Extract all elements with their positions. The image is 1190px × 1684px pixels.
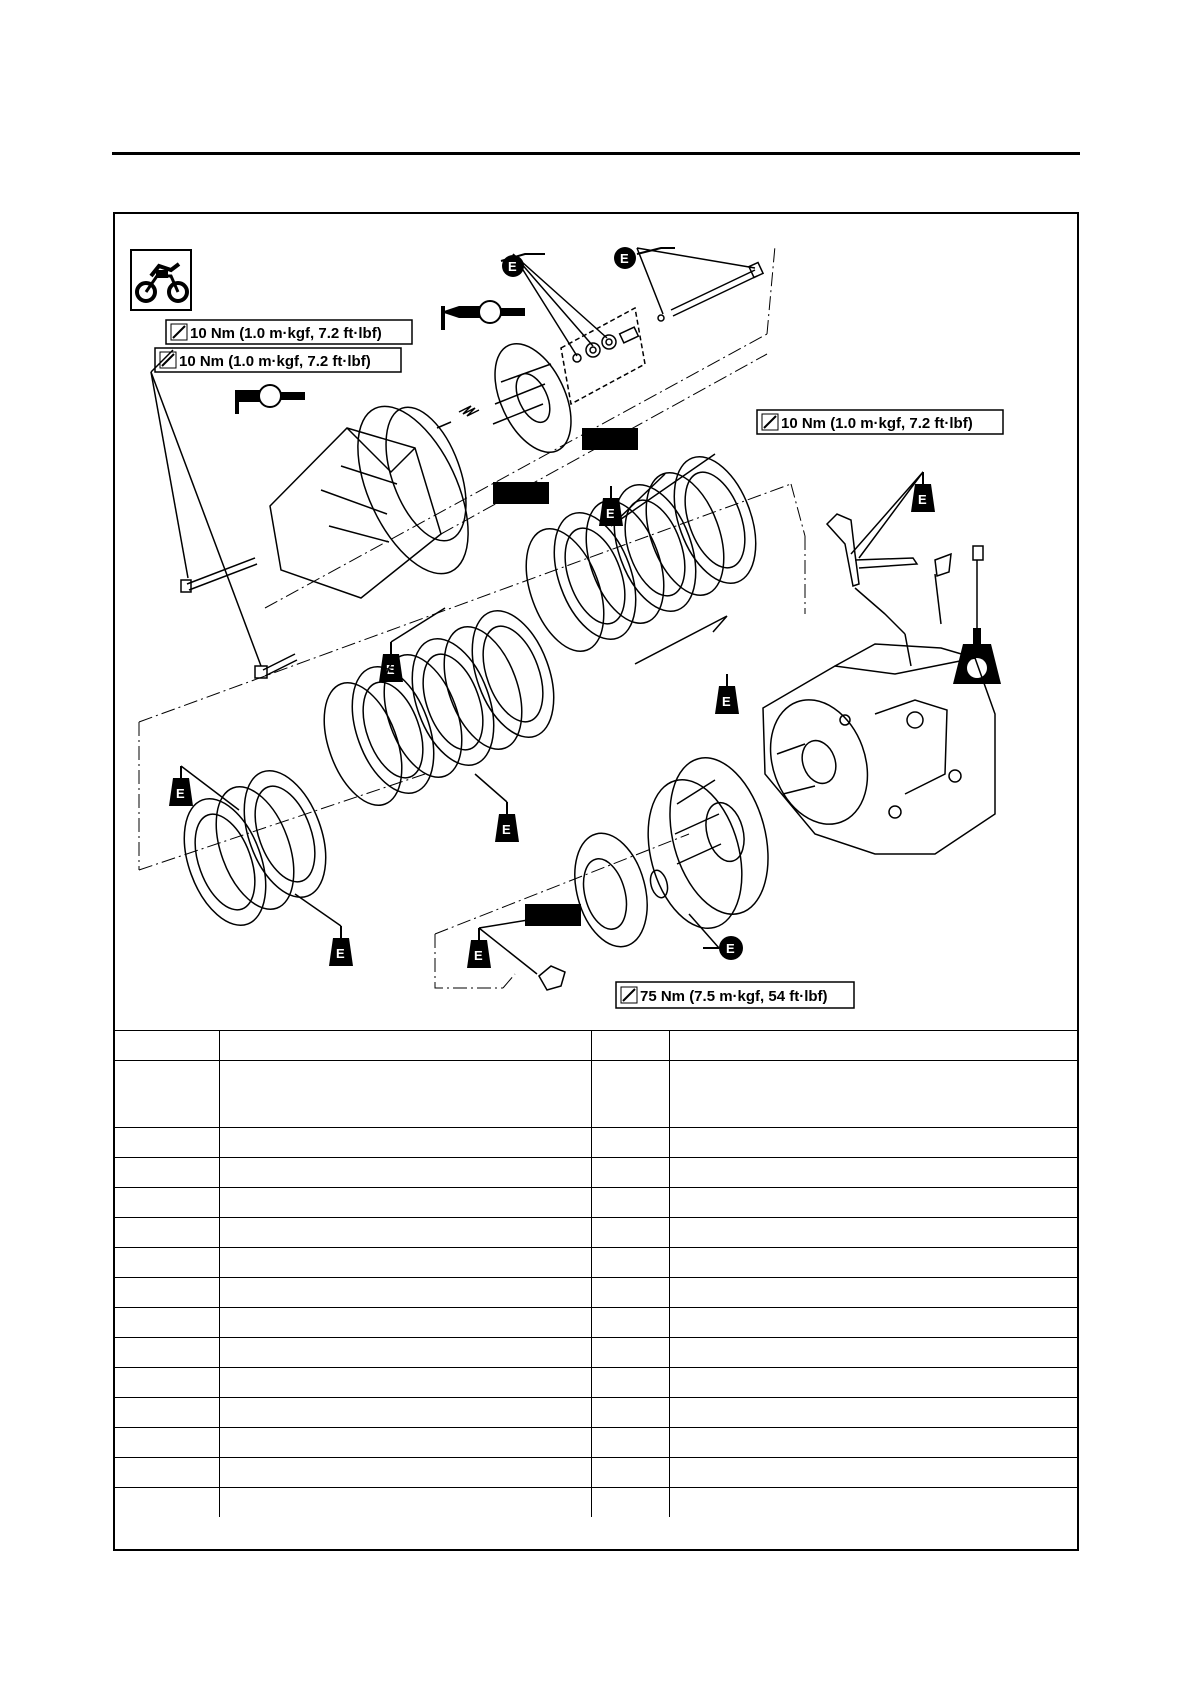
table-row	[115, 1278, 1077, 1308]
parts-table	[115, 1030, 1077, 1517]
table-row	[115, 1061, 1077, 1128]
torque-wrench-icon	[171, 324, 187, 340]
torque-value: 75 Nm (7.5 m·kgf, 54 ft·lbf)	[640, 988, 828, 1005]
clutch-spring	[437, 406, 479, 428]
new-part-mark	[582, 428, 638, 450]
oil-mark-text: E	[474, 948, 483, 963]
push-rod-group	[513, 248, 763, 404]
torque-label-clutch-nut	[616, 982, 854, 1008]
torque-value: 10 Nm (1.0 m·kgf, 7.2 ft·lbf)	[179, 353, 371, 370]
table-row	[115, 1458, 1077, 1488]
oil-mark-text: E	[386, 662, 395, 677]
header-rule	[112, 152, 1080, 155]
oil-mark-text: E	[606, 506, 615, 521]
torque-value: 10 Nm (1.0 m·kgf, 7.2 ft·lbf)	[190, 325, 382, 342]
oil-mark-text: E	[620, 251, 629, 266]
engine-oil-icon	[703, 936, 743, 960]
clutch-cover	[270, 397, 482, 598]
oil-mark-text: E	[336, 946, 345, 961]
torque-label-push-lever	[757, 410, 1003, 434]
exploded-clutch-diagram	[115, 214, 1077, 1030]
torque-label-cover-b	[155, 348, 401, 372]
cover-gasket	[335, 390, 491, 590]
table-row	[115, 1128, 1077, 1158]
torque-label-cover-a	[166, 320, 412, 344]
table-row	[115, 1398, 1077, 1428]
table-row	[115, 1368, 1077, 1398]
oil-mark-text: E	[918, 492, 927, 507]
table-row	[115, 1308, 1077, 1338]
friction-plate-set	[511, 446, 771, 664]
friction-plate-set	[169, 760, 342, 937]
new-part-mark	[493, 482, 549, 504]
torque-value: 10 Nm (1.0 m·kgf, 7.2 ft·lbf)	[781, 415, 973, 432]
oil-mark-text: E	[726, 941, 735, 956]
table-row	[115, 1188, 1077, 1218]
table-row	[115, 1248, 1077, 1278]
torque-wrench-icon	[762, 414, 778, 430]
table-row	[115, 1158, 1077, 1188]
friction-plate-set	[309, 600, 569, 816]
engine-oil-icon	[495, 802, 519, 842]
push-lever	[827, 472, 983, 666]
oil-mark-text: E	[508, 259, 517, 274]
table-row	[115, 1338, 1077, 1368]
grease-gun-icon	[441, 301, 525, 330]
oil-mark-text: E	[502, 822, 511, 837]
oil-mark-text: E	[176, 786, 185, 801]
motorcycle-icon	[131, 250, 191, 310]
oil-mark-text: E	[722, 694, 731, 709]
engine-oil-icon	[329, 926, 353, 966]
engine-oil-icon	[715, 674, 739, 714]
torque-wrench-icon	[621, 987, 637, 1003]
grease-gun-icon	[235, 385, 305, 414]
clutch-housing	[633, 747, 784, 948]
table-row	[115, 1031, 1077, 1061]
diagram-frame	[113, 212, 1079, 1551]
table-row	[115, 1218, 1077, 1248]
engine-oil-icon	[911, 472, 935, 512]
pressure-plate	[479, 332, 586, 464]
table-row	[115, 1428, 1077, 1458]
table-row	[115, 1488, 1077, 1518]
thread-lock-icon	[953, 628, 1001, 684]
